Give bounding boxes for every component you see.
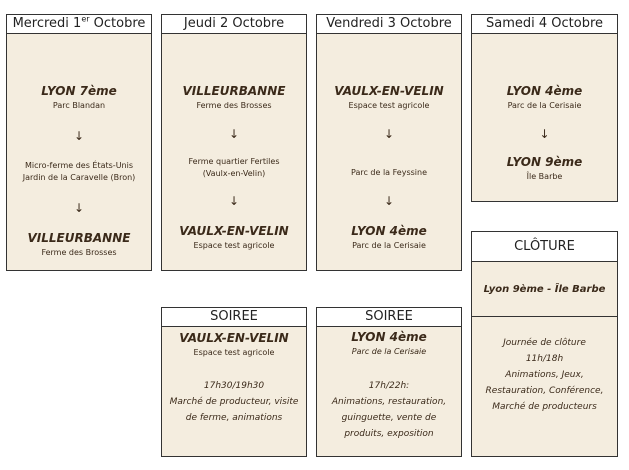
- closing-line-2: 11h/18h: [525, 354, 564, 364]
- stop-city: LYON 7ème: [41, 84, 117, 98]
- stop-city: LYON 4ème: [351, 224, 427, 238]
- day-card-saturday: [471, 14, 618, 202]
- stop-city: VAULX-EN-VELIN: [334, 84, 444, 98]
- closing-line-1: Journée de clôture: [503, 338, 586, 348]
- day-card-thursday: [161, 14, 307, 271]
- stop-place: Parc de la Cerisaie: [352, 241, 426, 250]
- evening-city: LYON 4ème: [351, 330, 427, 344]
- evening-place: Parc de la Cerisaie: [351, 347, 427, 356]
- arrow-down-icon: ↓: [383, 127, 395, 141]
- evening-details: Marché de producteur, visite de ferme, animations: [169, 397, 299, 423]
- evening-time: 17h/22h:: [368, 381, 410, 391]
- stop-city: VILLEURBANNE: [182, 84, 286, 98]
- arrow-down-icon: ↓: [228, 194, 240, 208]
- day-card-friday: [316, 14, 462, 271]
- stop-city: VILLEURBANNE: [27, 231, 131, 245]
- stop-place: Parc de la Cerisaie: [507, 101, 582, 110]
- stop-city: LYON 4ème: [506, 84, 583, 98]
- closing-title-band: [472, 262, 617, 317]
- stop-place: Parc Blandan: [52, 101, 106, 110]
- evening-header: SOIREE: [317, 308, 461, 327]
- closing-details: Animations, Jeux, Restauration, Conférence, Marché de producteurs: [485, 370, 604, 412]
- evening-time: 17h30/19h30: [203, 381, 265, 391]
- stop-place: Ferme des Brosses: [41, 248, 117, 257]
- closing-card: [471, 231, 618, 457]
- stop-city: VAULX-EN-VELIN: [179, 224, 289, 238]
- arrow-down-icon: ↓: [73, 201, 85, 215]
- stop-place: Parc de la Feyssine: [350, 168, 427, 177]
- closing-header: CLÔTURE: [472, 232, 617, 262]
- closing-body: [472, 317, 617, 415]
- evening-card-friday: [316, 307, 462, 457]
- stop-place: Espace test agricole: [348, 101, 430, 110]
- arrow-down-icon: ↓: [228, 127, 240, 141]
- stop-place: Ferme quartier Fertiles (Vaulx-en-Velin): [188, 157, 280, 178]
- closing-title: Lyon 9ème - Île Barbe: [483, 283, 606, 295]
- day-header: Vendredi 3 Octobre: [317, 15, 461, 34]
- evening-place: Espace test agricole: [193, 348, 275, 357]
- stop-place: Île Barbe: [526, 172, 563, 181]
- evening-city: VAULX-EN-VELIN: [179, 331, 289, 345]
- day-header-month: Octobre: [89, 16, 146, 31]
- evening-header: SOIREE: [162, 308, 306, 327]
- day-header: [7, 15, 151, 34]
- day-header: Jeudi 2 Octobre: [162, 15, 306, 34]
- stop-city: LYON 9ème: [506, 155, 583, 169]
- arrow-down-icon: ↓: [539, 127, 550, 141]
- evening-card-thursday: [161, 307, 307, 457]
- evening-details: Animations, restauration, guinguette, vente de produits, exposition: [331, 397, 447, 439]
- stop-place: Micro-ferme des États-Unis Jardin de la Caravelle (Bron): [22, 161, 136, 182]
- day-header: Samedi 4 Octobre: [472, 15, 617, 34]
- day-card-wednesday: [6, 14, 152, 271]
- day-header-text: Mercredi 1: [12, 16, 82, 31]
- stop-place: Espace test agricole: [193, 241, 275, 250]
- arrow-down-icon: ↓: [383, 194, 395, 208]
- stop-place: Ferme des Brosses: [196, 101, 272, 110]
- arrow-down-icon: ↓: [73, 129, 85, 143]
- day-header-superscript: er: [81, 14, 90, 24]
